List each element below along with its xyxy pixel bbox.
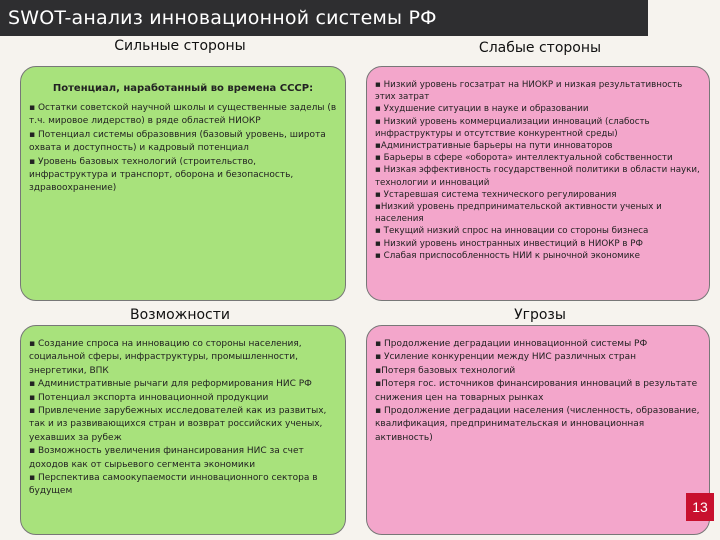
list-item: ▪ Привлечение зарубежных исследователей как из развитых, так и из развивающихся стран и возврат российских ученых, уехавших за рубеж: [29, 406, 327, 443]
list-item: ▪Потеря гос. источников финансирования инноваций в результате снижения цен на товарных рынках: [375, 379, 698, 403]
list-item: ▪Потеря базовых технологий: [375, 365, 516, 376]
list-item: ▪ Низкий уровень коммерциализации инноваций (слабость инфраструктуры и отсутствие конкурентной среды): [375, 116, 650, 139]
list-item: ▪ Возможность увеличения финансирования НИС за счет доходов как от сырьевого сегмента экономики: [29, 446, 304, 470]
list-item: ▪ Слабая приспособленность НИИ к рыночной экономике: [375, 250, 640, 261]
list-item: ▪Низкий уровень предпринимательской активности ученых и населения: [375, 202, 662, 225]
list-item: ▪ Остатки советской научной школы и существенные заделы (в т.ч. мировое лидерство) в ряде областей НИОКР: [29, 103, 337, 127]
strengths-box: [20, 66, 346, 301]
list-item: ▪ Барьеры в сфере «оборота» интеллектуальной собственности: [375, 153, 673, 164]
list-item: ▪ Перспектива самоокупаемости инновационного сектора в будущем: [29, 473, 318, 497]
list-item: ▪ Низкий уровень госзатрат на НИОКР и низкая результативность этих затрат: [375, 80, 683, 103]
list-item: ▪ Потенциал системы образоввния (базовый уровень, широта охвата и доступность) и кадровый потенциал: [29, 129, 326, 154]
list-item: ▪ Потенциал экспорта инновационной продукции: [29, 392, 269, 403]
strengths-subtitle: Потенциал, наработанный во времена СССР:: [52, 83, 314, 94]
list-item: ▪ Административные рычаги для реформирования НИС РФ: [29, 379, 312, 390]
list-item: ▪ Продолжение деградации инновационной системы РФ: [375, 339, 648, 349]
opportunities-header: Возможности: [129, 307, 231, 323]
slide-title: SWOT-анализ инновационной системы РФ: [0, 0, 648, 36]
list-item: ▪Административные барьеры на пути инноваторов: [375, 141, 613, 152]
threats-box: [366, 325, 710, 535]
weaknesses-header: Слабые стороны: [478, 40, 602, 56]
weaknesses-box: [366, 66, 710, 301]
list-item: ▪ Текущий низкий спрос на инновации со стороны бизнеса: [375, 226, 649, 237]
list-item: ▪ Создание спроса на инновацию со стороны населения, социальной сферы, инфраструктуры, промышленности, энергетики, ВПК: [29, 339, 302, 376]
list-item: ▪ Усиление конкуренции между НИС различных стран: [375, 352, 636, 363]
list-item: ▪ Низкая эффективность государственной политики в области науки, технологии и инноваций: [375, 165, 700, 188]
page-number-badge: 13: [686, 493, 714, 521]
opportunities-box: [20, 325, 346, 535]
strengths-header: Сильные стороны: [114, 38, 246, 54]
list-item: ▪ Ухудшение ситуации в науке и образовании: [375, 104, 589, 115]
threats-header: Угрозы: [514, 307, 566, 323]
list-item: ▪ Устаревшая система технического регулирования: [375, 189, 617, 200]
list-item: ▪ Низкий уровень иностранных инвестиций в НИОКР в РФ: [375, 238, 643, 249]
list-item: ▪ Продолжение деградации населения (численность, образование, квалификация, предпринимательская и инновационная активность): [375, 406, 700, 443]
list-item: ▪ Уровень базовых технологий (строительство, инфраструктура и транспорт, оборона и безопасность, здравоохранение): [29, 156, 294, 194]
